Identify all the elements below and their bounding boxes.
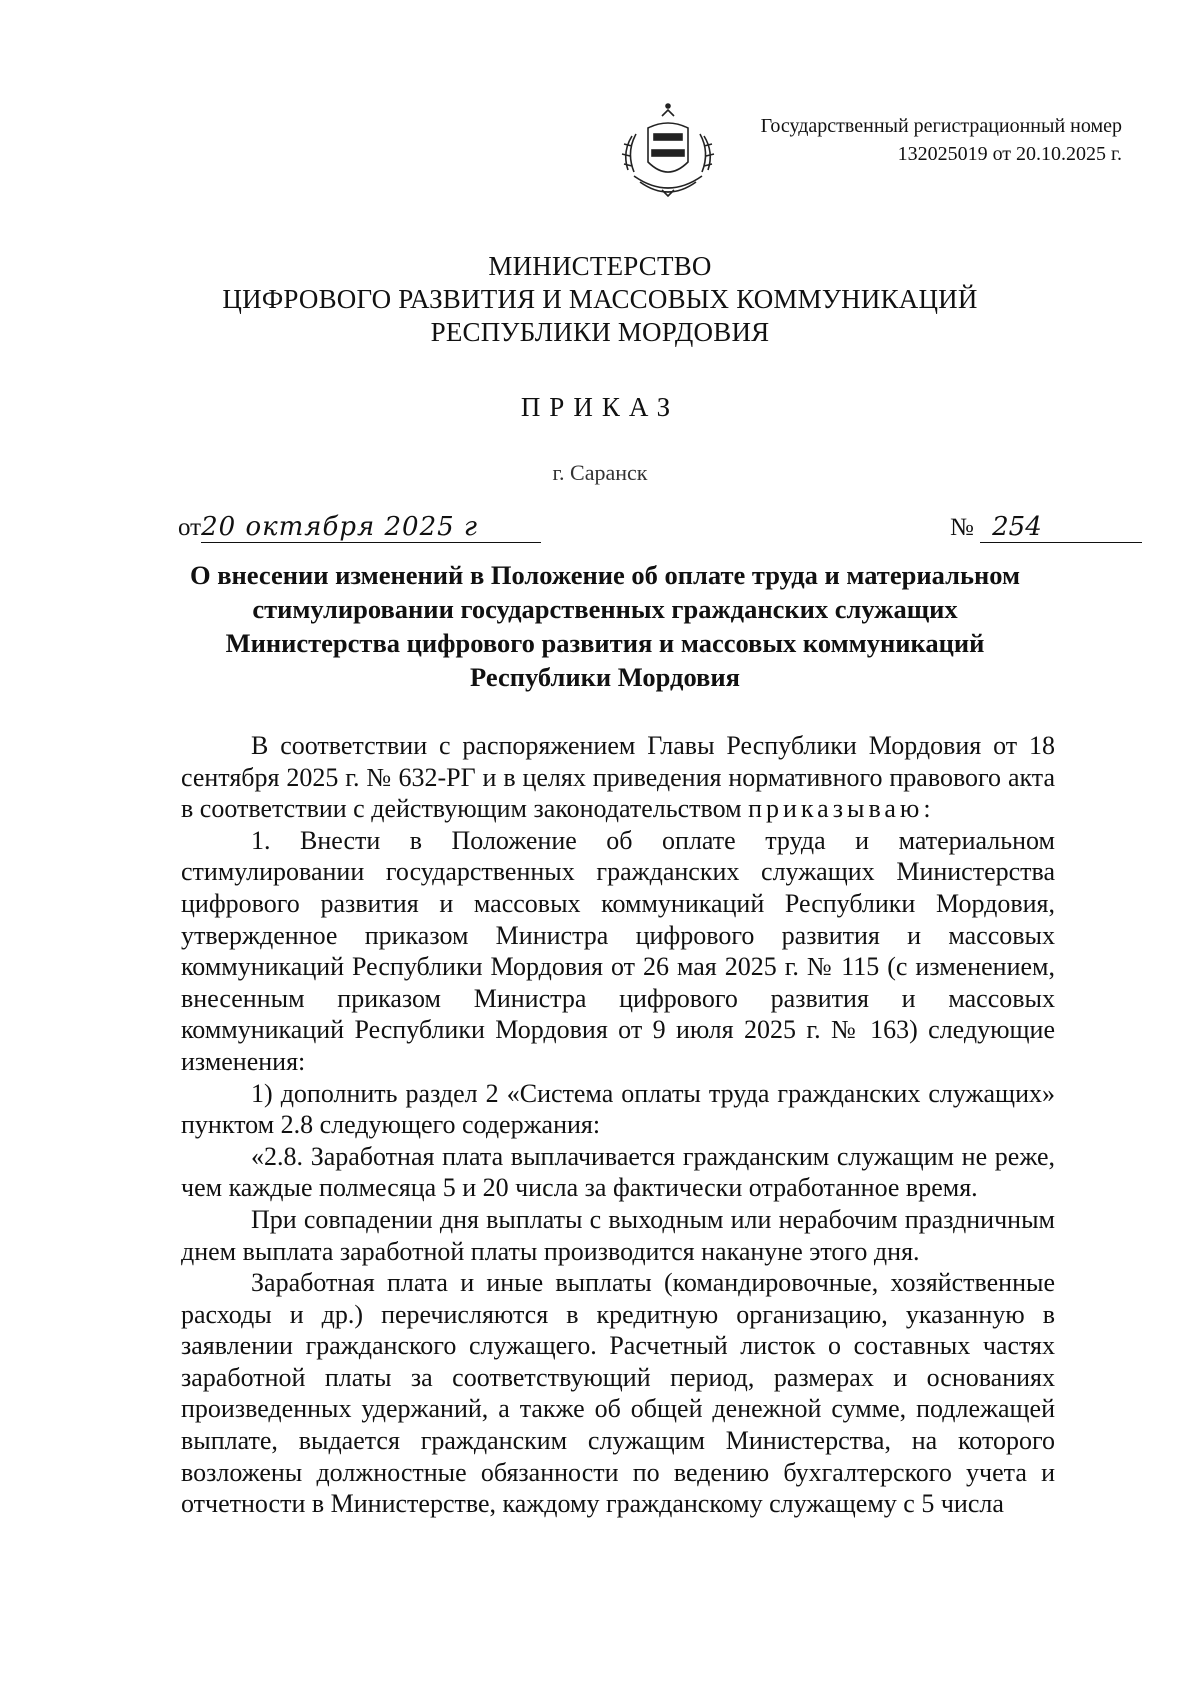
ministry-line-2: ЦИФРОВОГО РАЗВИТИЯ И МАССОВЫХ КОММУНИКАЦИЙ bbox=[222, 284, 978, 314]
paragraph-item-1: 1. Внести в Положение об оплате труда и материальном стимулировании государственных гражданских служащих Министерства цифрового развития и массовых коммуникаций Республики Мордовия, утвержденное приказом Министра цифрового развития и массовых коммуникаций Республики Мордовия от 26 мая 2025 г. № 115 (с изменением, внесенным приказом Министра цифрового развития и массовых коммуникаций Республики Мордовия от 9 июля 2025 г. № 163) следующие изменения: bbox=[181, 825, 1055, 1076]
number-handwritten: 254 bbox=[980, 512, 1142, 543]
document-body bbox=[181, 730, 1055, 1520]
registration-number-block bbox=[761, 112, 1122, 168]
preamble-text: В соответствии с распоряжением Главы Республики Мордовия от 18 сентября 2025 г. № 632-РГ и в целях приведения нормативного правового акта в соответствии с действующим законодательством bbox=[181, 731, 1055, 824]
registration-label: Государственный регистрационный номер bbox=[760, 115, 1122, 137]
ministry-line-1: МИНИСТЕРСТВО bbox=[488, 251, 712, 281]
paragraph-preamble bbox=[181, 730, 1055, 825]
document-number bbox=[950, 512, 1142, 543]
paragraph-clause-2-8: «2.8. Заработная плата выплачивается гражданским служащим не реже, чем каждые полмесяца 5 и 20 числа за фактически отработанное время. bbox=[181, 1141, 1055, 1203]
ministry-name bbox=[0, 250, 1200, 349]
date-handwritten: 20 октября 2025 г bbox=[201, 512, 479, 542]
registration-number: 132025019 от 20.10.2025 г. bbox=[897, 143, 1122, 165]
document-type: ПРИКАЗ bbox=[520, 392, 680, 422]
command-word: приказываю: bbox=[748, 794, 935, 824]
paragraph-subitem-1: 1) дополнить раздел 2 «Система оплаты труда гражданских служащих» пунктом 2.8 следующего содержания: bbox=[181, 1078, 1055, 1140]
paragraph-holiday: При совпадении дня выплаты с выходным или нерабочим праздничным днем выплата заработной платы производится накануне этого дня. bbox=[181, 1204, 1055, 1266]
document-date bbox=[178, 512, 541, 543]
number-prefix: № bbox=[950, 514, 974, 541]
paragraph-payments: Заработная плата и иные выплаты (командировочные, хозяйственные расходы и др.) перечисляются в кредитную организацию, указанную в заявлении гражданского служащего. Расчетный листок о составных частях заработной платы за соответствующий период, размерах и основаниях произведенных удержаний, а также об общей денежной сумме, подлежащей выплате, выдается гражданским служащим Министерства, на которого возложены должностные обязанности по ведению бухгалтерского учета и отчетности в Министерстве, каждому гражданскому служащему с 5 числа bbox=[181, 1268, 1055, 1519]
title-line-3: Министерства цифрового развития и массовых коммуникаций bbox=[225, 628, 985, 658]
title-line-2: стимулировании государственных гражданских служащих bbox=[252, 594, 958, 624]
title-line-1: О внесении изменений в Положение об оплате труда и материальном bbox=[189, 560, 1021, 590]
date-prefix: от bbox=[178, 514, 202, 541]
title-line-4: Республики Мордовия bbox=[470, 662, 740, 692]
document-title bbox=[150, 558, 1060, 694]
ministry-line-3: РЕСПУБЛИКИ МОРДОВИЯ bbox=[430, 317, 770, 347]
coat-of-arms-emblem bbox=[612, 100, 728, 208]
city: г. Саранск bbox=[552, 460, 648, 485]
